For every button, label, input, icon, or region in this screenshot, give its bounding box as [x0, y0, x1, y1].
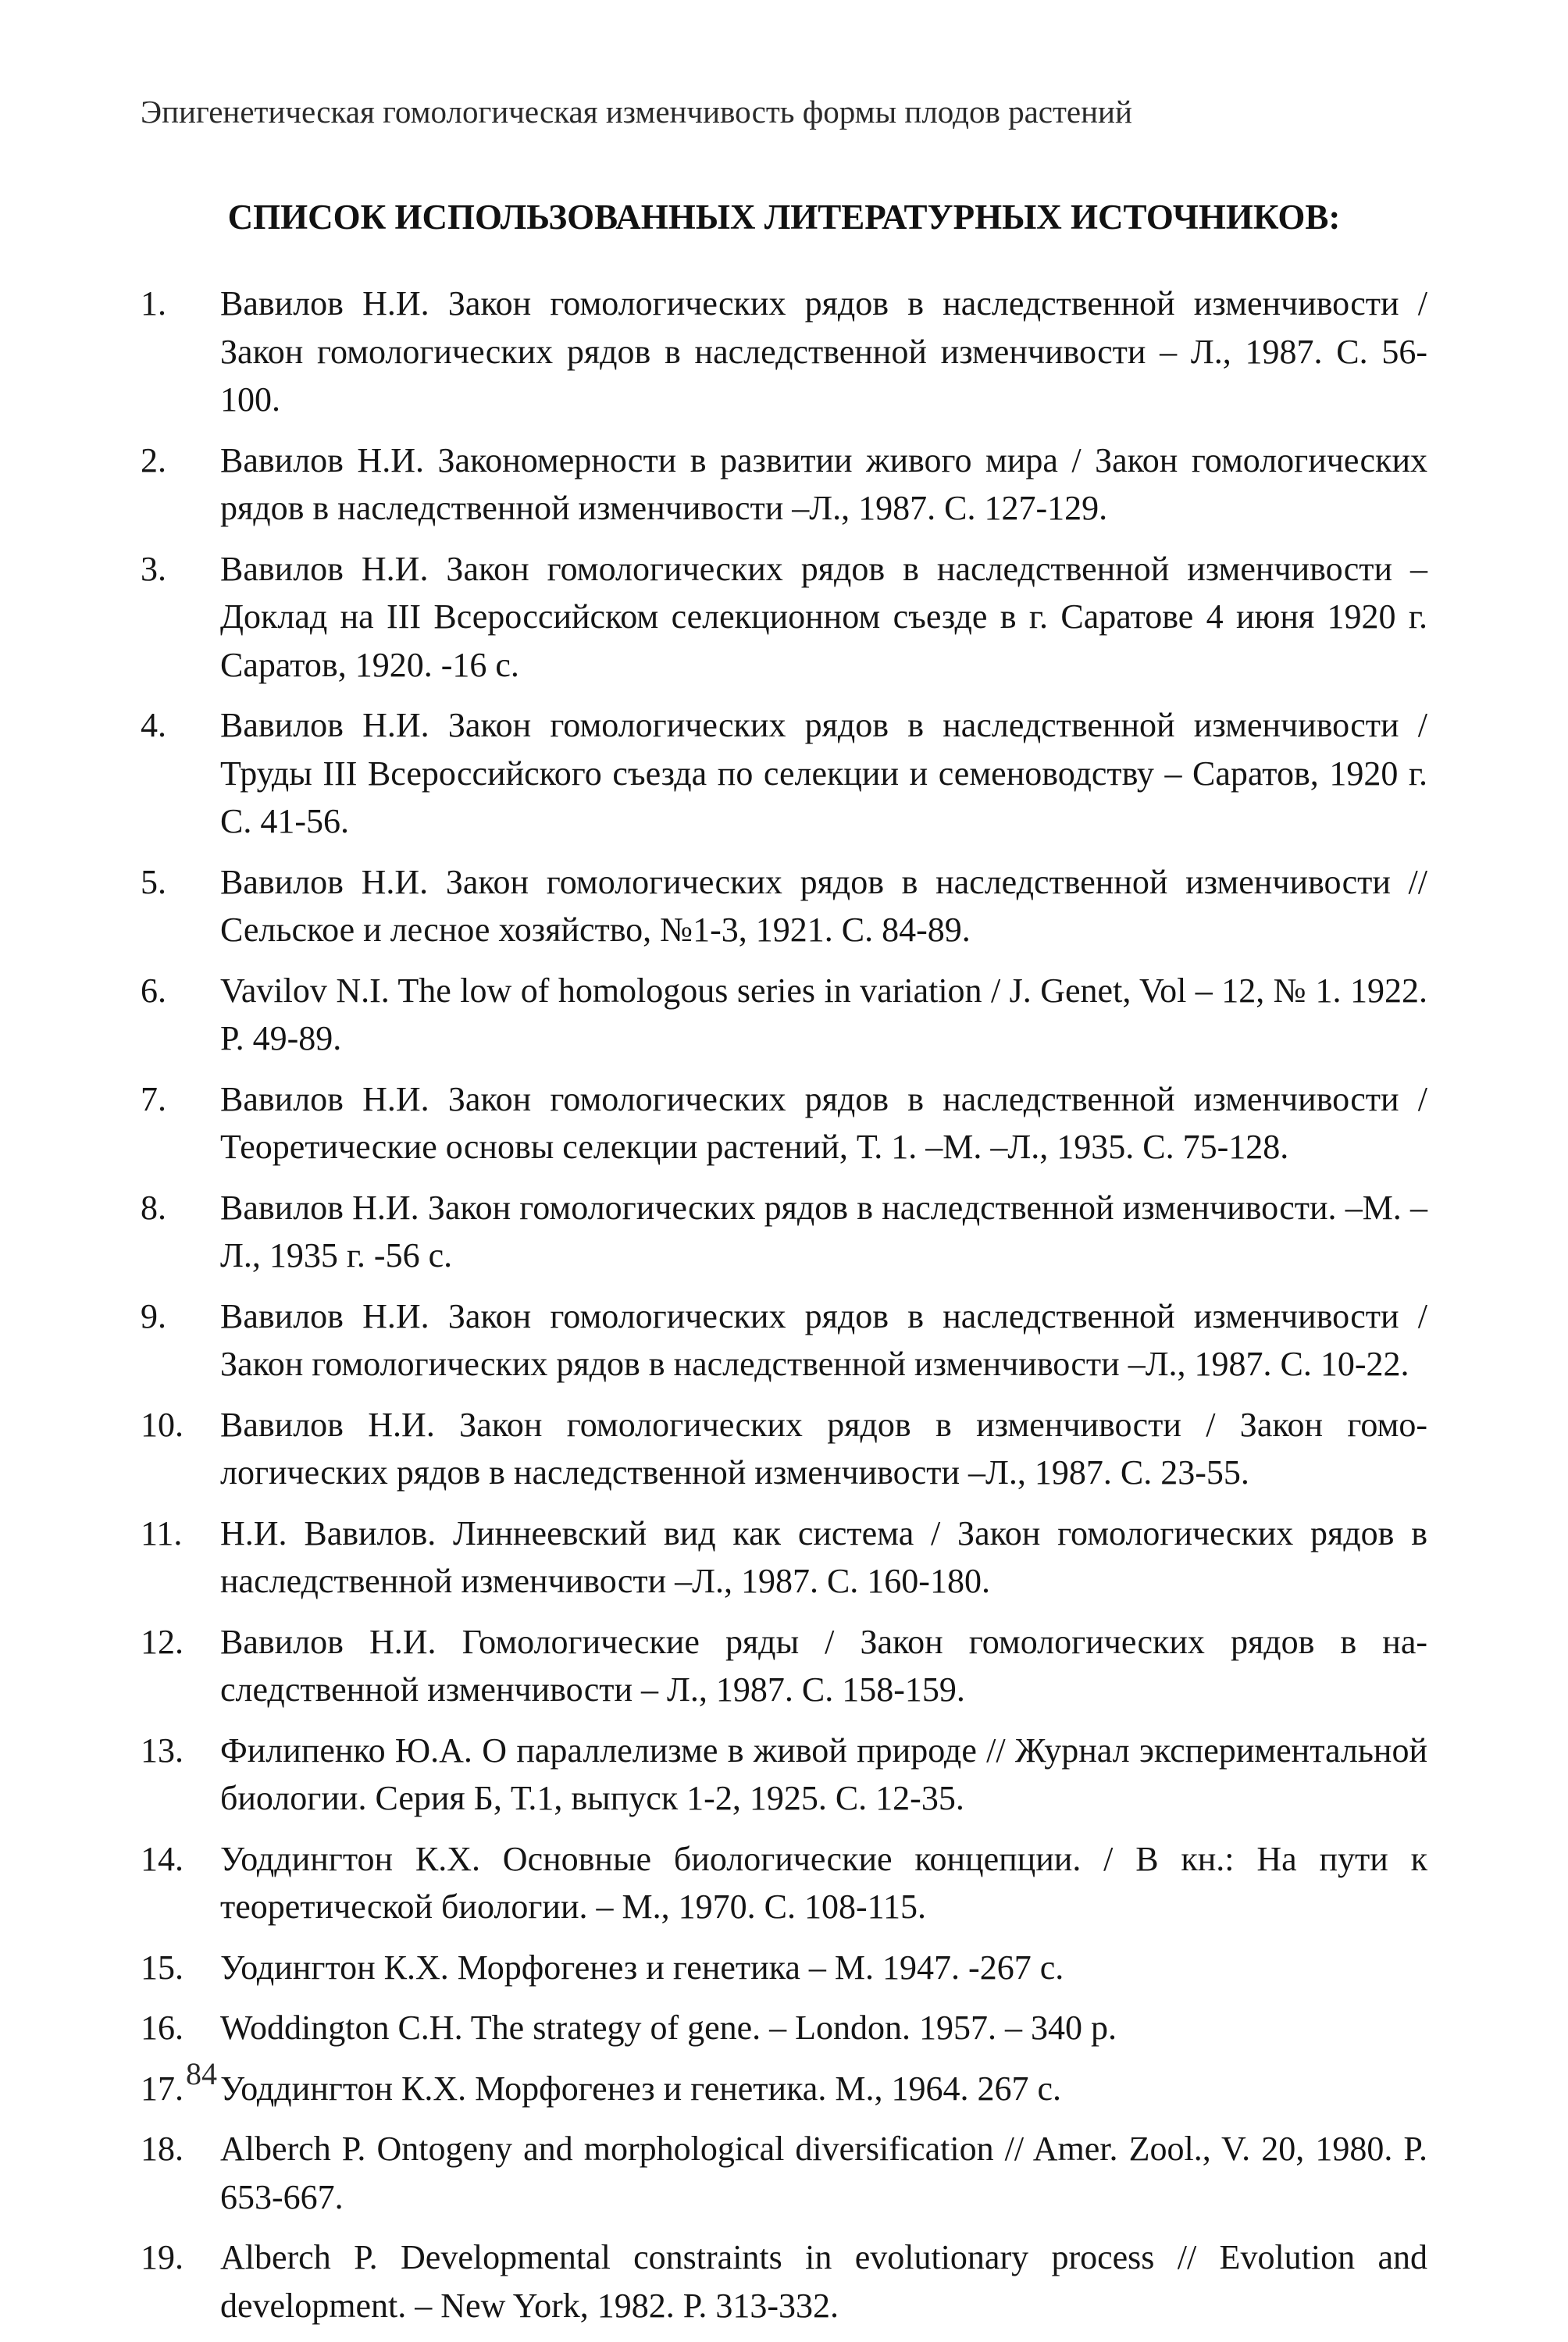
- reference-number: 9.: [141, 1296, 166, 1335]
- reference-text: Уоддингтон К.Х. Основные биологические концепции. / В кн.: На пути к теоретической биологии. – М., 1970. С. 108-115.: [220, 1839, 1427, 1926]
- reference-item: [141, 2004, 1427, 2052]
- reference-number: 1.: [141, 284, 166, 323]
- reference-text: Вавилов Н.И. Закономерности в развитии живого мира / Закон гомологических рядов в наследственной изменчивости –Л., 1987. С. 127-129.: [220, 440, 1427, 527]
- reference-number: 12.: [141, 1622, 184, 1661]
- reference-text: Vavilov N.I. The low of homologous series in variation / J. Genet, Vol – 12, № 1. 1922. P. 49-89.: [220, 971, 1427, 1057]
- reference-item: [141, 2065, 1427, 2113]
- reference-item: [141, 437, 1427, 533]
- reference-item: [141, 701, 1427, 846]
- reference-number: 4.: [141, 706, 166, 744]
- reference-item: [141, 1835, 1427, 1931]
- reference-text: Вавилов Н.И. Закон гомологических рядов в наследственной изменчивости / Теоретические основы селекции растений, Т. 1. –М. –Л., 1935. С. 75-128.: [220, 1079, 1427, 1166]
- reference-number: 6.: [141, 971, 166, 1010]
- reference-text: Н.И. Вавилов. Линнеевский вид как система / Закон гомологических рядов в наследственной изменчивости –Л., 1987. С. 160-180.: [220, 1513, 1427, 1600]
- reference-item: [141, 2233, 1427, 2330]
- reference-item: [141, 1292, 1427, 1388]
- reference-number: 14.: [141, 1839, 184, 1878]
- reference-item: [141, 1184, 1427, 1280]
- reference-item: [141, 1944, 1427, 1992]
- reference-item: [141, 2125, 1427, 2221]
- reference-text: Вавилов Н.И. Закон гомологических рядов в наследственной изменчивости / Закон гомологических рядов в наследственной изменчивости – Л., 1987. С. 56-100.: [220, 284, 1427, 419]
- reference-item: [141, 967, 1427, 1063]
- reference-text: Вавилов Н.И. Закон гомологических рядов в наследственной изменчивости / Труды III Всероссийского съезда по селекции и семеноводству – Саратов, 1920 г. С. 41-56.: [220, 706, 1427, 840]
- reference-item: [141, 280, 1427, 424]
- reference-item: [141, 1075, 1427, 1171]
- reference-text: Уоддингтон К.Х. Морфогенез и генетика. М., 1964. 267 с.: [220, 2069, 1061, 2108]
- reference-number: 5.: [141, 862, 166, 901]
- reference-number: 11.: [141, 1513, 183, 1552]
- reference-number: 2.: [141, 440, 166, 479]
- reference-text: Филипенко Ю.А. О параллелизме в живой природе // Журнал экспериментальной биологии. Серия Б, Т.1, выпуск 1-2, 1925. С. 12-35.: [220, 1731, 1427, 1817]
- reference-text: Вавилов Н.И. Закон гомологических рядов в наследственной изменчивости – Доклад на III Всероссийском селекционном съезде в г. Саратове 4 июня 1920 г. Саратов, 1920. -16 с.: [220, 549, 1427, 684]
- reference-text: Woddington C.H. The strategy of gene. – London. 1957. – 340 p.: [220, 2009, 1117, 2047]
- reference-text: Вавилов Н.И. Закон гомологических рядов в наследственной изменчивости. –М. –Л., 1935 г. -56 с.: [220, 1188, 1427, 1274]
- reference-number: 19.: [141, 2238, 184, 2276]
- reference-text: Вавилов Н.И. Гомологические ряды / Закон гомологических рядов в наследственной изменчивости – Л., 1987. С. 158-159.: [220, 1622, 1427, 1709]
- reference-number: 13.: [141, 1731, 184, 1770]
- reference-number: 10.: [141, 1405, 184, 1444]
- reference-number: 7.: [141, 1079, 166, 1118]
- reference-number: 15.: [141, 1948, 184, 1987]
- reference-item: [141, 1401, 1427, 1497]
- reference-number: 8.: [141, 1188, 166, 1227]
- section-title: СПИСОК ИСПОЛЬЗОВАННЫХ ЛИТЕРАТУРНЫХ ИСТОЧНИКОВ:: [227, 198, 1341, 237]
- reference-item: [141, 858, 1427, 954]
- reference-number: 3.: [141, 549, 166, 588]
- reference-item: [141, 1618, 1427, 1714]
- reference-text: Вавилов Н.И. Закон гомологических рядов в наследственной изменчивости // Сельское и лесное хозяйство, №1-3, 1921. С. 84-89.: [220, 862, 1427, 949]
- reference-item: [141, 1727, 1427, 1823]
- reference-item: [141, 1510, 1427, 1606]
- reference-list: [141, 280, 1427, 2342]
- reference-text: Вавилов Н.И. Закон гомологических рядов в изменчивости / Закон гомологических рядов в наследственной изменчивости –Л., 1987. С. 23-55.: [220, 1405, 1427, 1492]
- reference-number: 16.: [141, 2009, 184, 2047]
- page-number: 84: [186, 2056, 217, 2091]
- reference-text: Alberch P. Developmental constraints in evolutionary process // Evolution and development. – New York, 1982. P. 313-332.: [220, 2238, 1427, 2325]
- reference-text: Вавилов Н.И. Закон гомологических рядов в наследственной изменчивости / Закон гомологических рядов в наследственной изменчивости –Л., 1987. С. 10-22.: [220, 1296, 1427, 1383]
- reference-text: Alberch P. Ontogeny and morphological diversification // Amer. Zool., V. 20, 1980. P. 653-667.: [220, 2130, 1427, 2216]
- reference-text: Уодингтон К.Х. Морфогенез и генетика – М. 1947. -267 с.: [220, 1948, 1064, 1987]
- reference-item: [141, 545, 1427, 690]
- reference-number: 17.: [141, 2069, 184, 2108]
- running-header: Эпигенетическая гомологическая изменчивость формы плодов растений: [141, 94, 1132, 130]
- reference-number: 18.: [141, 2130, 184, 2168]
